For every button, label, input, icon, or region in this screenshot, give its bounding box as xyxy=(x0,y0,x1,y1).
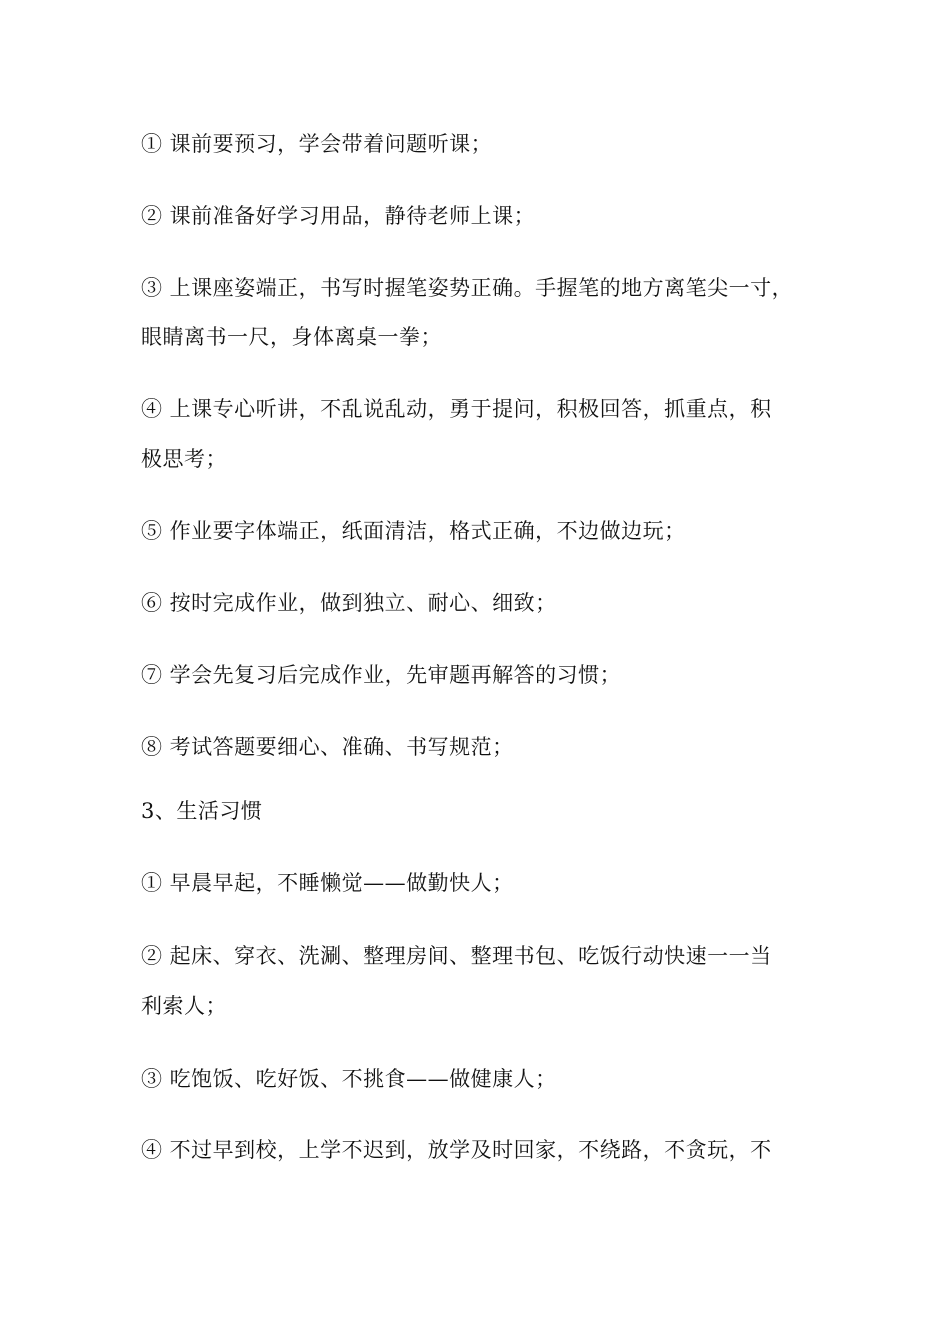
text-line-study-posture-cont: 眼睛离书一尺，身体离桌一拳； xyxy=(141,325,442,349)
text-line-study-review: ⑦ 学会先复习后完成作业，先审题再解答的习惯； xyxy=(141,663,622,687)
text-line-life-routine-cont: 利索人； xyxy=(141,994,227,1018)
section-heading-life-habits: 3、生活习惯 xyxy=(141,799,263,823)
text-line-study-exam: ⑧ 考试答题要细心、准确、书写规范； xyxy=(141,735,514,759)
text-line-study-homework-ontime: ⑥ 按时完成作业，做到独立、耐心、细致； xyxy=(141,591,557,615)
text-line-life-early-rise: ① 早晨早起，不睡懒觉——做勤快人； xyxy=(141,871,514,895)
text-line-life-eating: ③ 吃饱饭、吃好饭、不挑食——做健康人； xyxy=(141,1067,557,1091)
text-line-study-supplies: ② 课前准备好学习用品，静待老师上课； xyxy=(141,204,536,228)
text-line-study-preview: ① 课前要预习，学会带着问题听课； xyxy=(141,132,493,156)
text-line-study-listening-cont: 极思考； xyxy=(141,447,227,471)
text-line-life-school: ④ 不过早到校，上学不迟到，放学及时回家，不绕路，不贪玩，不 xyxy=(141,1138,772,1162)
text-line-study-listening: ④ 上课专心听讲，不乱说乱动，勇于提问，积极回答，抓重点，积 xyxy=(141,397,772,421)
text-line-life-routine: ② 起床、穿衣、洗涮、整理房间、整理书包、吃饭行动快速一一当 xyxy=(141,944,772,968)
text-line-study-posture: ③ 上课座姿端正，书写时握笔姿势正确。手握笔的地方离笔尖一寸， xyxy=(141,276,794,300)
text-line-study-homework-neat: ⑤ 作业要字体端正，纸面清洁，格式正确，不边做边玩； xyxy=(141,519,686,543)
